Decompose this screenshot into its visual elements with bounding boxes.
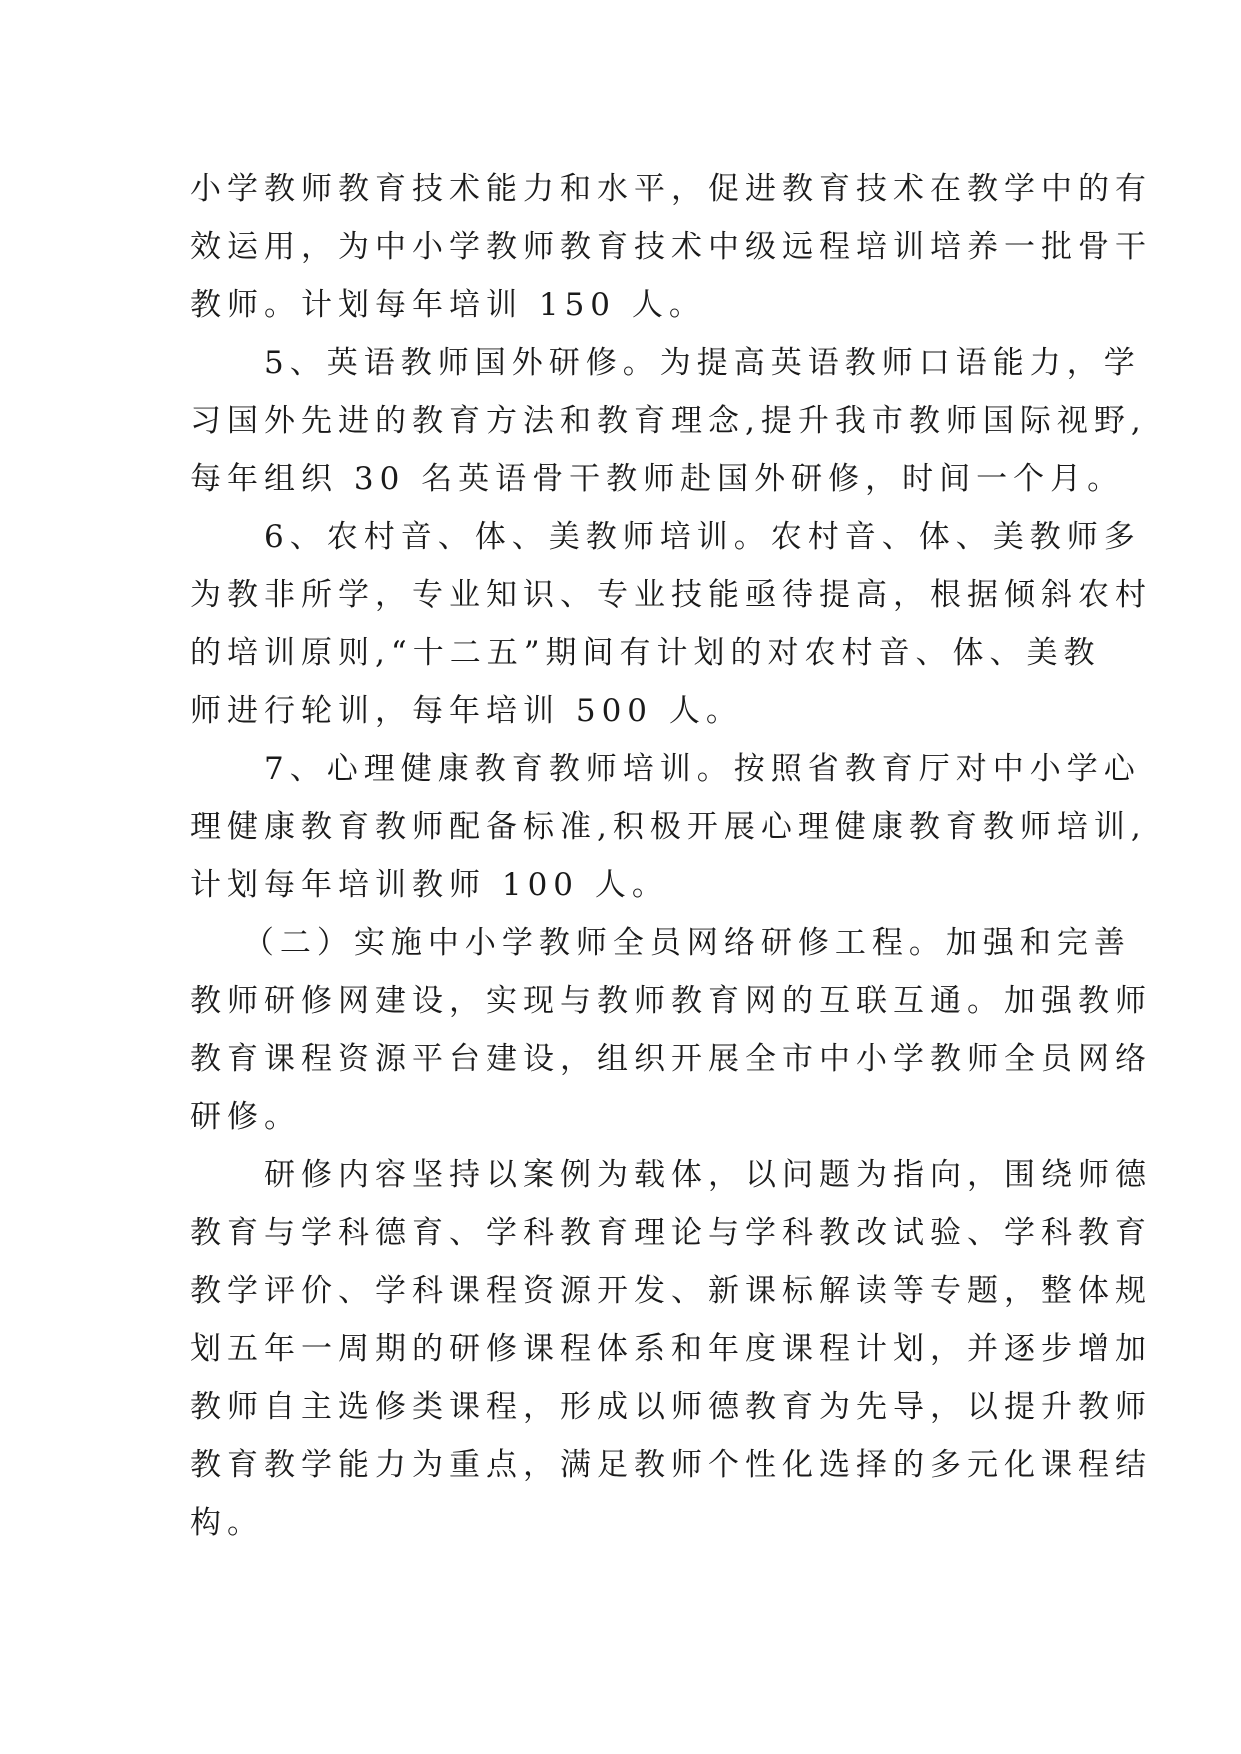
text-line: （二）实施中小学教师全员网络研修工程。加强和完善 (190, 925, 1131, 961)
text-line: 教育教学能力为重点，满足教师个性化选择的多元化课程结 (190, 1447, 1152, 1483)
text-line: 划五年一周期的研修课程体系和年度课程计划，并逐步增加 (190, 1331, 1152, 1367)
text-line: 7、心理健康教育教师培训。按照省教育厅对中小学心 (190, 751, 1141, 787)
text-line: 研修。 (190, 1099, 301, 1135)
text-line: 小学教师教育技术能力和水平，促进教育技术在教学中的有 (190, 171, 1152, 207)
text-line: 教育课程资源平台建设，组织开展全市中小学教师全员网络 (190, 1041, 1152, 1077)
text-line: 研修内容坚持以案例为载体，以问题为指向，围绕师德 (190, 1157, 1152, 1193)
document-body (190, 160, 1152, 1552)
text-line: 师进行轮训，每年培训 500 人。 (190, 693, 743, 729)
text-line: 教育与学科德育、学科教育理论与学科教改试验、学科教育 (190, 1215, 1152, 1251)
text-line: 5、英语教师国外研修。为提高英语教师口语能力，学 (190, 345, 1141, 381)
text-line: 习国外先进的教育方法和教育理念,提升我市教师国际视野, (190, 403, 1147, 439)
text-line: 计划每年培训教师 100 人。 (190, 867, 669, 903)
text-line: 教师自主选修类课程，形成以师德教育为先导，以提升教师 (190, 1389, 1152, 1425)
text-line: 理健康教育教师配备标准,积极开展心理健康教育教师培训, (190, 809, 1147, 845)
text-line: 6、农村音、体、美教师培训。农村音、体、美教师多 (190, 519, 1141, 555)
text-line: 为教非所学，专业知识、专业技能亟待提高，根据倾斜农村 (190, 577, 1152, 613)
text-line: 教学评价、学科课程资源开发、新课标解读等专题，整体规 (190, 1273, 1152, 1309)
text-line: 教师。计划每年培训 150 人。 (190, 287, 706, 323)
text-line: 构。 (190, 1505, 264, 1541)
text-line: 效运用，为中小学教师教育技术中级远程培训培养一批骨干 (190, 229, 1152, 265)
text-line: 的培训原则,“十二五”期间有计划的对农村音、体、美教 (190, 635, 1101, 671)
text-line: 每年组织 30 名英语骨干教师赴国外研修，时间一个月。 (190, 461, 1125, 497)
text-line: 教师研修网建设，实现与教师教育网的互联互通。加强教师 (190, 983, 1152, 1019)
